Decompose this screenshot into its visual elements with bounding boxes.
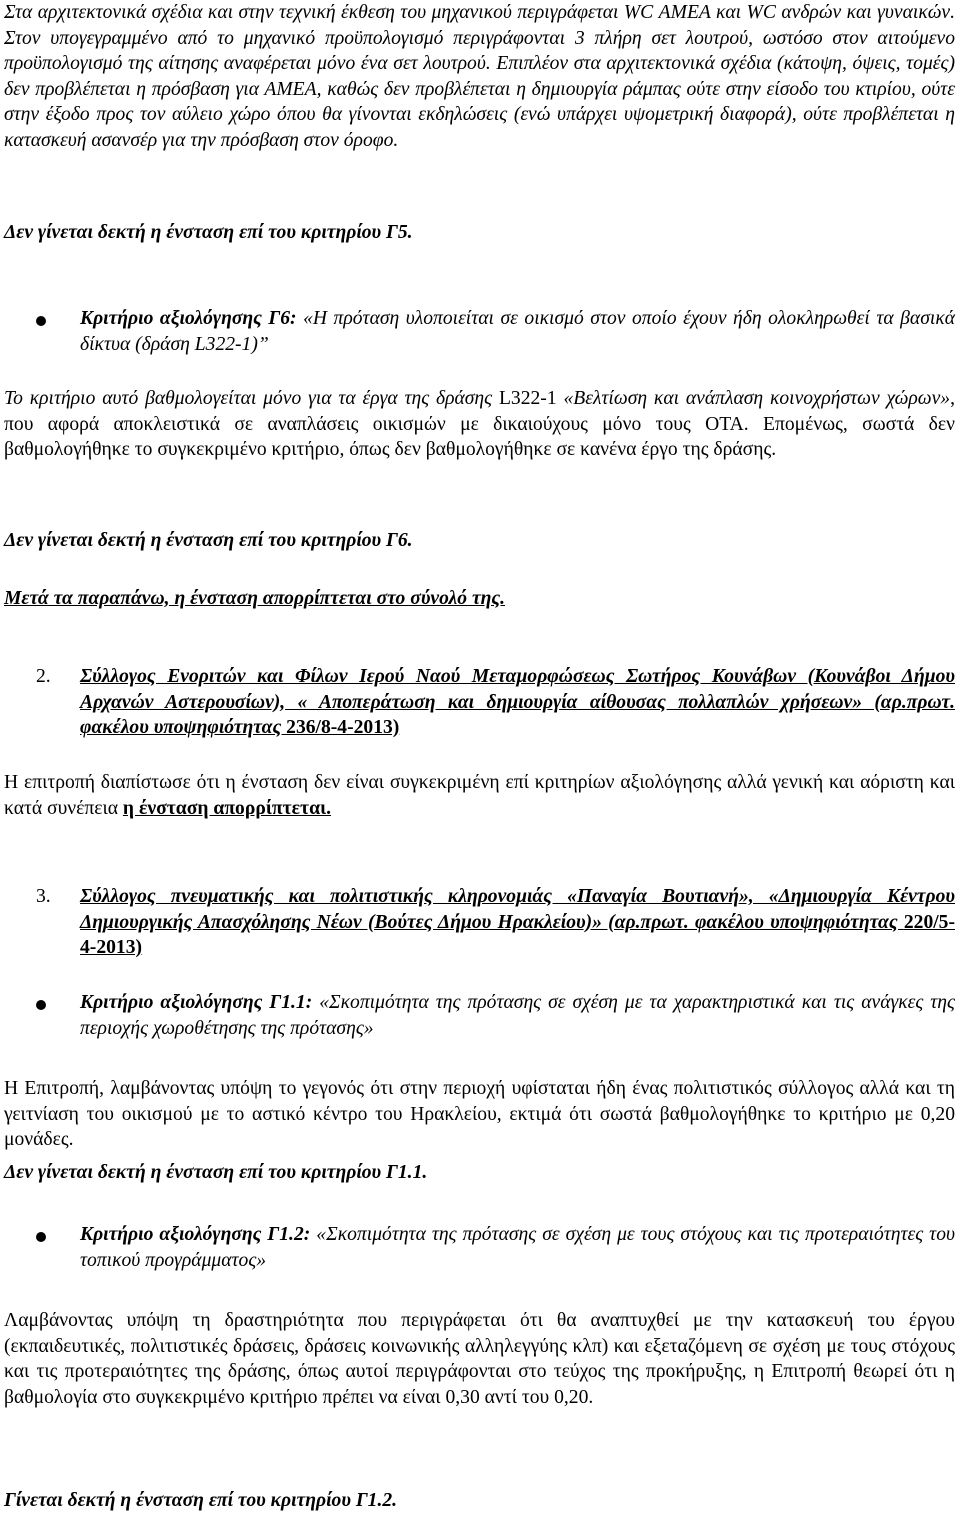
g6-text-part-d: , που αφορά αποκλειστικά σε αναπλάσεις οικισμών με δικαιούχους μόνο τους ΟΤΑ. Επομένως, σωστά δεν βαθμολογήθηκε το συγκεκριμένο κριτήριο, όπως δεν βαθμολογήθηκε σε κανένα έργο της δράσης. xyxy=(4,388,955,460)
item-2-file-number: 236/8-4-2013) xyxy=(286,717,400,738)
criterion-description: «Σκοπιμότητα της πρότασης σε σχέση με τα χαρακτηριστικά και τις ανάγκες της περιοχής χωροθέτησης της πρότασης» xyxy=(80,992,955,1039)
paragraph-item-2-decision xyxy=(4,770,955,821)
g11-rejection-line xyxy=(4,1160,955,1186)
item-2-title: Σύλλογος Ενοριτών και Φίλων Ιερού Ναού Μεταμορφώσεως Σωτήρος Κουνάβων (Κουνάβοι Δήμου Αρχανών Αστερουσίων), « Αποπεράτωση και δημιουργία αίθουσας πολλαπλών χρήσεων» (αρ.πρωτ. φακέλου υποψηφιότητας xyxy=(80,666,955,738)
item-2-heading xyxy=(80,664,955,741)
g6-rejection-text: Δεν γίνεται δεκτή η ένσταση επί του κριτηρίου Γ6. xyxy=(4,530,413,551)
paragraph-text: Στα αρχιτεκτονικά σχέδια και στην τεχνική έκθεση του μηχανικού περιγράφεται WC ΑΜΕΑ και WC ανδρών και γυναικών. Στον υπογεγραμμένο από το μηχανικό προϋπολογισμό περιγράφονται 3 πλήρη σετ λουτρού, ωστόσο στον αιτούμενο προϋπολογισμό της αίτησης αναφέρεται μόνο ένα σετ λουτρού. Επιπλέον στα αρχιτεκτονικά σχέδια (κάτοψη, όψεις, τομές) δεν προβλέπεται η πρόσβαση για ΑΜΕΑ, καθώς δεν προβλέπεται η δημιουργία ράμπας ούτε στην είσοδο του κτιρίου, ούτε στην έξοδο προς τον αύλειο χώρο όπου θα γίνονται εκδηλώσεις (ενώ υπάρχει υψομετρική διαφορά), ούτε προβλέπεται η κατασκευή ασανσέρ για την πρόσβαση στον όροφο. xyxy=(4,2,955,151)
bullet-icon xyxy=(36,1000,46,1010)
criterion-g12-bullet xyxy=(80,1222,955,1273)
criterion-description: «Η πρόταση υλοποιείται σε οικισμό στον οποίο έχουν ήδη ολοκληρωθεί τα βασικά δίκτυα (δράση L322-1)” xyxy=(80,308,956,355)
g6-text-part-a: Το κριτήριο αυτό βαθμολογείται μόνο για τα έργα της δράσης xyxy=(4,388,499,409)
paragraph-g6-explanation xyxy=(4,386,955,463)
bullet-icon xyxy=(36,1232,46,1242)
item-number: 2. xyxy=(36,666,51,687)
g12-acceptance-text: Γίνεται δεκτή η ένσταση επί του κριτηρίου Γ1.2. xyxy=(4,1490,398,1511)
criterion-label: Κριτήριο αξιολόγησης Γ1.2: xyxy=(80,1224,311,1245)
item-2-decision-result: η ένσταση απορρίπτεται. xyxy=(122,797,331,819)
paragraph-facilities-description xyxy=(4,0,955,153)
item-number: 3. xyxy=(36,886,51,907)
g12-explanation-text: Λαμβάνοντας υπόψη τη δραστηριότητα που περιγράφεται ότι θα αναπτυχθεί με την κατασκευή του έργου (εκπαιδευτικές, πολιτιστικές δράσεις, δράσεις κοινωνικής αλληλεγγύης κλπ) και εξεταζόμενη σε σχέση με τους στόχους και τις προτεραιότητες της δράσης, όπως αυτοί περιγράφονται στο τεύχος της προκήρυξης, η Επιτροπή θεωρεί ότι η βαθμολογία στο συγκεκριμένο κριτήριο πρέπει να είναι 0,30 αντί του 0,20. xyxy=(4,1310,955,1408)
item-3-title: Σύλλογος πνευματικής και πολιτιστικής κληρονομιάς «Παναγία Βουτιανή», «Δημιουργία Κέντρου Δημιουργικής Απασχόλησης Νέων (Βούτες Δήμου Ηρακλείου)» (αρ.πρωτ. φακέλου υποψηφιότητας xyxy=(80,886,955,933)
g6-text-action-title: «Βελτίωση και ανάπλαση κοινοχρήστων χώρων» xyxy=(556,388,951,409)
item-2-decision-text: Η επιτροπή διαπίστωσε ότι η ένσταση δεν είναι συγκεκριμένη επί κριτηρίων αξιολόγησης αλλά γενική και αόριστη και κατά συνέπεια xyxy=(4,772,955,819)
g12-acceptance-line xyxy=(4,1488,955,1514)
criterion-label: Κριτήριο αξιολόγησης Γ6: xyxy=(80,308,297,329)
item-3-file-number: 220/5-4-2013) xyxy=(80,911,955,958)
paragraph-g12-explanation xyxy=(4,1308,955,1410)
bullet-icon xyxy=(36,316,46,326)
g5-rejection-line xyxy=(4,220,955,246)
overall-rejection-text: Μετά τα παραπάνω, η ένσταση απορρίπτεται στο σύνολό της. xyxy=(4,588,506,609)
g11-explanation-text: Η Επιτροπή, λαμβάνοντας υπόψη το γεγονός ότι στην περιοχή υφίσταται ήδη ένας πολιτιστικός σύλλογος αλλά και τη γειτνίαση του οικισμού με το αστικό κέντρο του Ηρακλείου, εκτιμά ότι σωστά βαθμολογήθηκε το κριτήριο με 0,20 μονάδες. xyxy=(4,1078,955,1150)
criterion-label: Κριτήριο αξιολόγησης Γ1.1: xyxy=(80,992,313,1013)
g5-rejection-text: Δεν γίνεται δεκτή η ένσταση επί του κριτηρίου Γ5. xyxy=(4,222,413,243)
g11-rejection-text: Δεν γίνεται δεκτή η ένσταση επί του κριτηρίου Γ1.1. xyxy=(4,1162,428,1183)
g6-rejection-line xyxy=(4,528,955,554)
item-3-heading xyxy=(80,884,955,961)
overall-rejection-line xyxy=(4,586,955,612)
criterion-g6-bullet xyxy=(80,306,955,357)
item-3-number xyxy=(36,884,51,910)
criterion-description: «Σκοπιμότητα της πρότασης σε σχέση με τους στόχους και τις προτεραιότητες του τοπικού προγράμματος» xyxy=(80,1224,955,1271)
paragraph-g11-explanation xyxy=(4,1076,955,1153)
g6-text-action-code: L322-1 xyxy=(498,388,557,409)
criterion-g11-bullet xyxy=(80,990,955,1041)
item-2-number xyxy=(36,664,51,690)
